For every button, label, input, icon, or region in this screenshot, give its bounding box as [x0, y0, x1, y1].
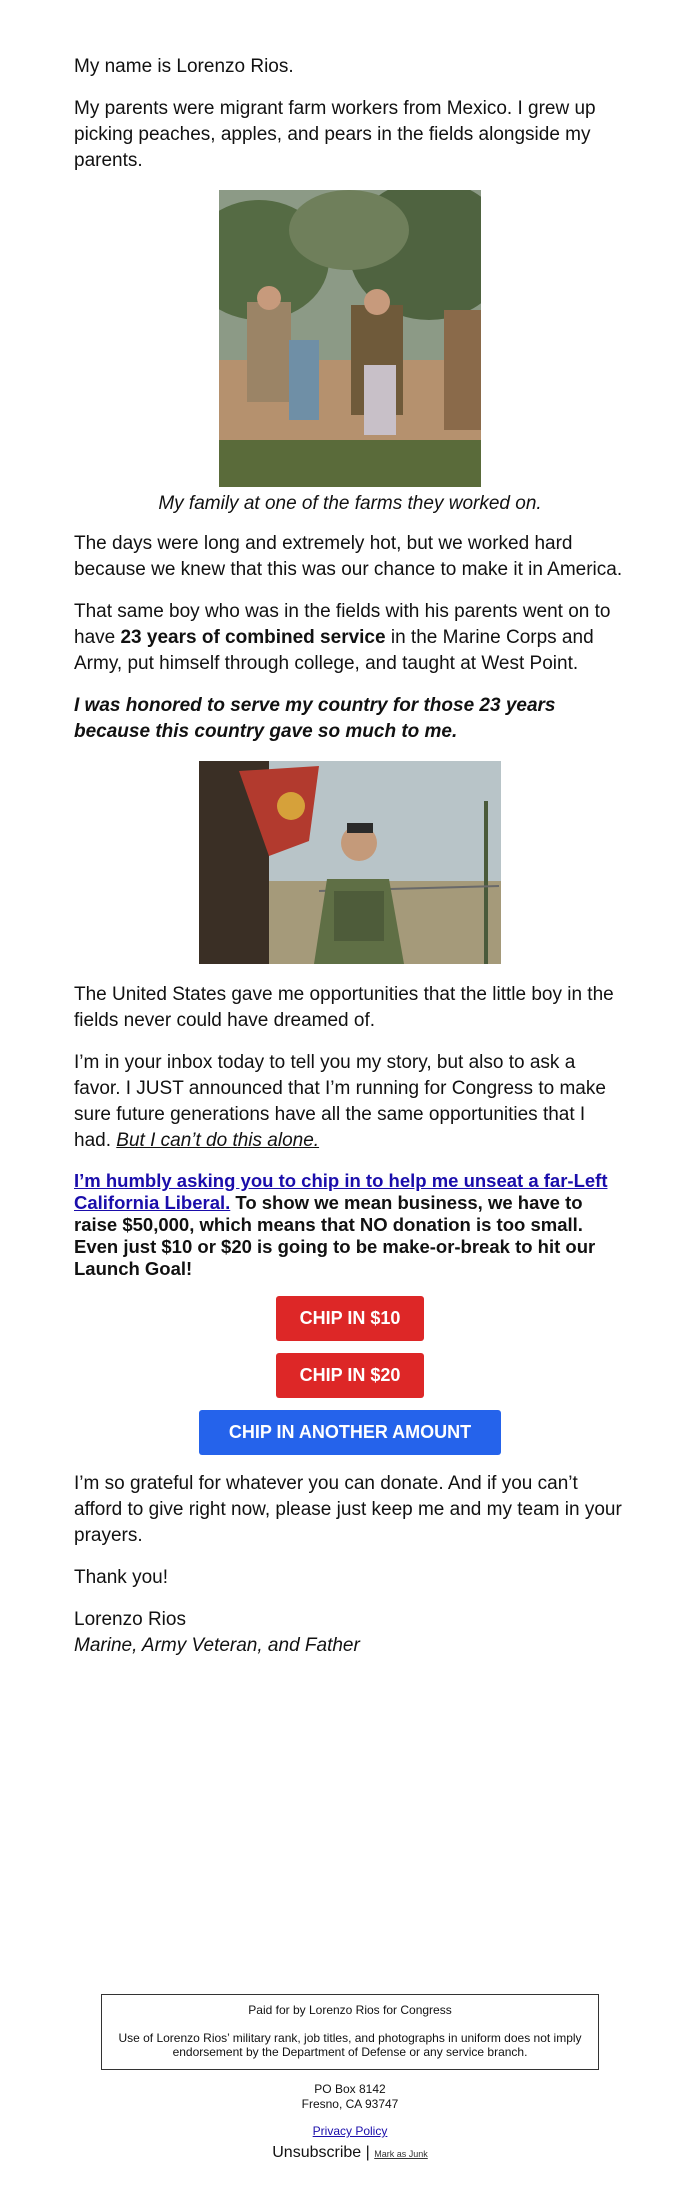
chip-in-another-amount-button[interactable]: CHIP IN ANOTHER AMOUNT — [199, 1410, 501, 1455]
ask-text: I’m in your inbox today to tell you my story, but also to ask a favor. I JUST announced that I’m running for Congress to make sure future generations have all the same opportunities that I had. — [74, 1052, 606, 1151]
military-photo-art — [199, 761, 501, 964]
photo-caption: My family at one of the farms they worked on. — [158, 493, 542, 514]
service-text-end: in the Marine Corps and Army, put himself through college, and taught at West Point. — [74, 627, 594, 674]
family-farm-photo — [219, 190, 481, 487]
signature-name: Lorenzo Rios — [74, 1609, 186, 1630]
privacy-row — [0, 2124, 700, 2138]
service-paragraph — [74, 599, 626, 677]
disclaimer-box — [101, 1994, 599, 2070]
privacy-policy-link[interactable]: Privacy Policy — [312, 2124, 388, 2138]
background-paragraph: My parents were migrant farm workers from Mexico. I grew up picking peaches, apples, and pears in the fields alongside my parents. — [74, 98, 596, 171]
email-body — [74, 54, 626, 1659]
hardwork-paragraph: The days were long and extremely hot, but we worked hard because we knew that this was our chance to make it in America. — [74, 533, 623, 580]
service-text-start: That same boy who was in the fields with his parents went on to have — [74, 601, 611, 648]
mark-as-junk-link[interactable]: Mark as Junk — [374, 2149, 428, 2159]
chip-in-20-button[interactable]: CHIP IN $20 — [276, 1353, 424, 1398]
mailing-address — [0, 2082, 700, 2112]
paid-for-text: Paid for by Lorenzo Rios for Congress — [248, 2003, 452, 2017]
opportunities-paragraph: The United States gave me opportunities that the little boy in the fields never could have dreamed of. — [74, 984, 614, 1031]
thanks-text: Thank you! — [74, 1567, 168, 1588]
address-line-2: Fresno, CA 93747 — [301, 2097, 399, 2111]
intro-paragraph: My name is Lorenzo Rios. — [74, 56, 294, 77]
family-farm-photo-art — [219, 190, 481, 487]
grateful-paragraph: I’m so grateful for whatever you can donate. And if you can’t afford to give right now, please just keep me and my team in your prayers. — [74, 1473, 622, 1546]
unsubscribe-row — [0, 2144, 700, 2162]
dod-disclaimer-text: Use of Lorenzo Rios’ military rank, job titles, and photographs in uniform does not imply endorsement by the Department of Defense or any service branch. — [118, 2031, 582, 2059]
chip-in-10-button[interactable]: CHIP IN $10 — [276, 1296, 424, 1341]
service-years-highlight: 23 years of combined service — [120, 627, 386, 648]
honored-paragraph: I was honored to serve my country for those 23 years because this country gave so much to me. — [74, 695, 556, 742]
signature-title: Marine, Army Veteran, and Father — [74, 1635, 360, 1656]
military-photo — [199, 761, 501, 964]
cant-do-alone-text: But I can’t do this alone. — [116, 1130, 320, 1151]
appeal-link[interactable]: I’m humbly asking you to chip in to help me unseat a far-Left California Liberal. — [74, 1170, 608, 1213]
separator: | — [365, 2144, 370, 2161]
address-line-1: PO Box 8142 — [314, 2082, 386, 2096]
appeal-text: To show we mean business, we have to raise $50,000, which means that NO donation is too small. Even just $10 or $20 is going to be make-or-break to hit our Launch Goal! — [74, 1192, 596, 1279]
unsubscribe-link[interactable]: Unsubscribe — [272, 2144, 362, 2161]
ask-paragraph — [74, 1050, 626, 1154]
donation-appeal — [74, 1170, 626, 1280]
